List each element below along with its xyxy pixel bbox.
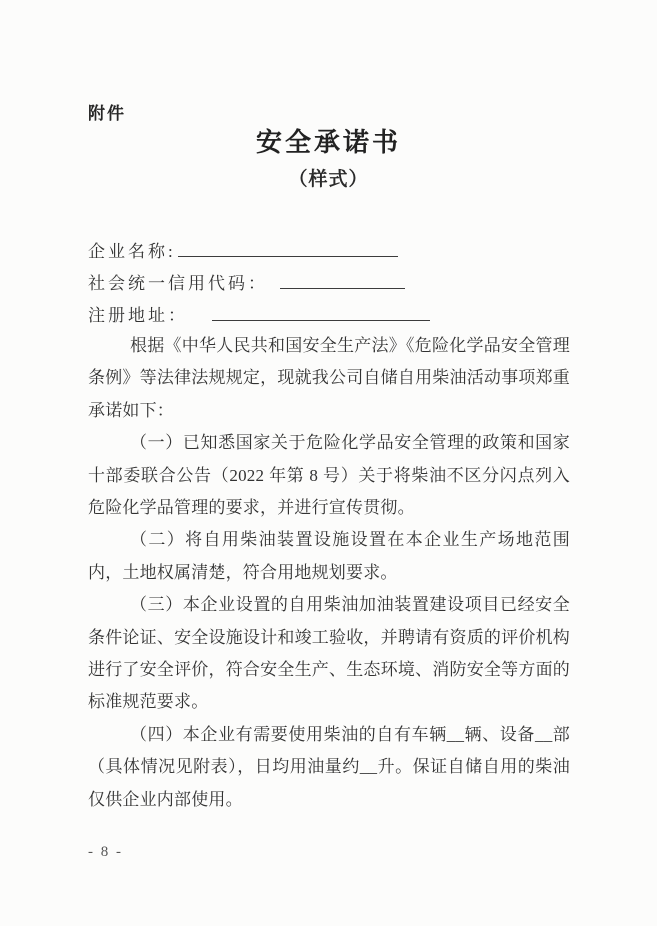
credit-code-blank-line [280,272,405,289]
body-paragraph-item-4: （四）本企业有需要使用柴油的自有车辆__辆、设备__部（具体情况见附表），日均用油量约__升。保证自储自用的柴油仅供企业内部使用。 [88,724,570,809]
company-name-label: 企业名称: [88,242,176,261]
header-form [88,236,570,332]
commitment-body [88,330,570,816]
body-paragraph-item-2: （二）将自用柴油装置设施设置在本企业生产场地范围内，土地权属清楚，符合用地规划要求。 [88,530,570,582]
body-paragraph-item-1: （一）已知悉国家关于危险化学品安全管理的政策和国家十部委联合公告（2022 年第 8 号）关于将柴油不区分闪点列入危险化学品管理的要求，并进行宣传贯彻。 [88,433,570,518]
form-field-company-name [88,236,570,268]
registered-address-label: 注册地址： [88,306,188,325]
company-name-blank-line [178,240,398,257]
body-paragraph-item-3: （三）本企业设置的自用柴油加油装置建设项目已经安全条件论证、安全设施设计和竣工验收，并聘请有资质的评价机构进行了安全评价，符合安全生产、生态环境、消防安全等方面的标准规范要求。 [88,595,570,712]
document-title: 安全承诺书 [255,128,401,157]
form-field-registered-address [88,300,570,332]
registered-address-blank-line [212,304,430,321]
page-number: - 8 - [88,844,123,860]
form-field-credit-code [88,268,570,300]
attachment-label: 附件 [88,104,126,123]
document-subtitle: （样式） [288,169,369,190]
body-paragraph-intro: 根据《中华人民共和国安全生产法》《危险化学品安全管理条例》等法律法规规定，现就我公司自储自用柴油活动事项郑重承诺如下： [88,336,570,420]
credit-code-label: 社会统一信用代码： [88,274,268,293]
